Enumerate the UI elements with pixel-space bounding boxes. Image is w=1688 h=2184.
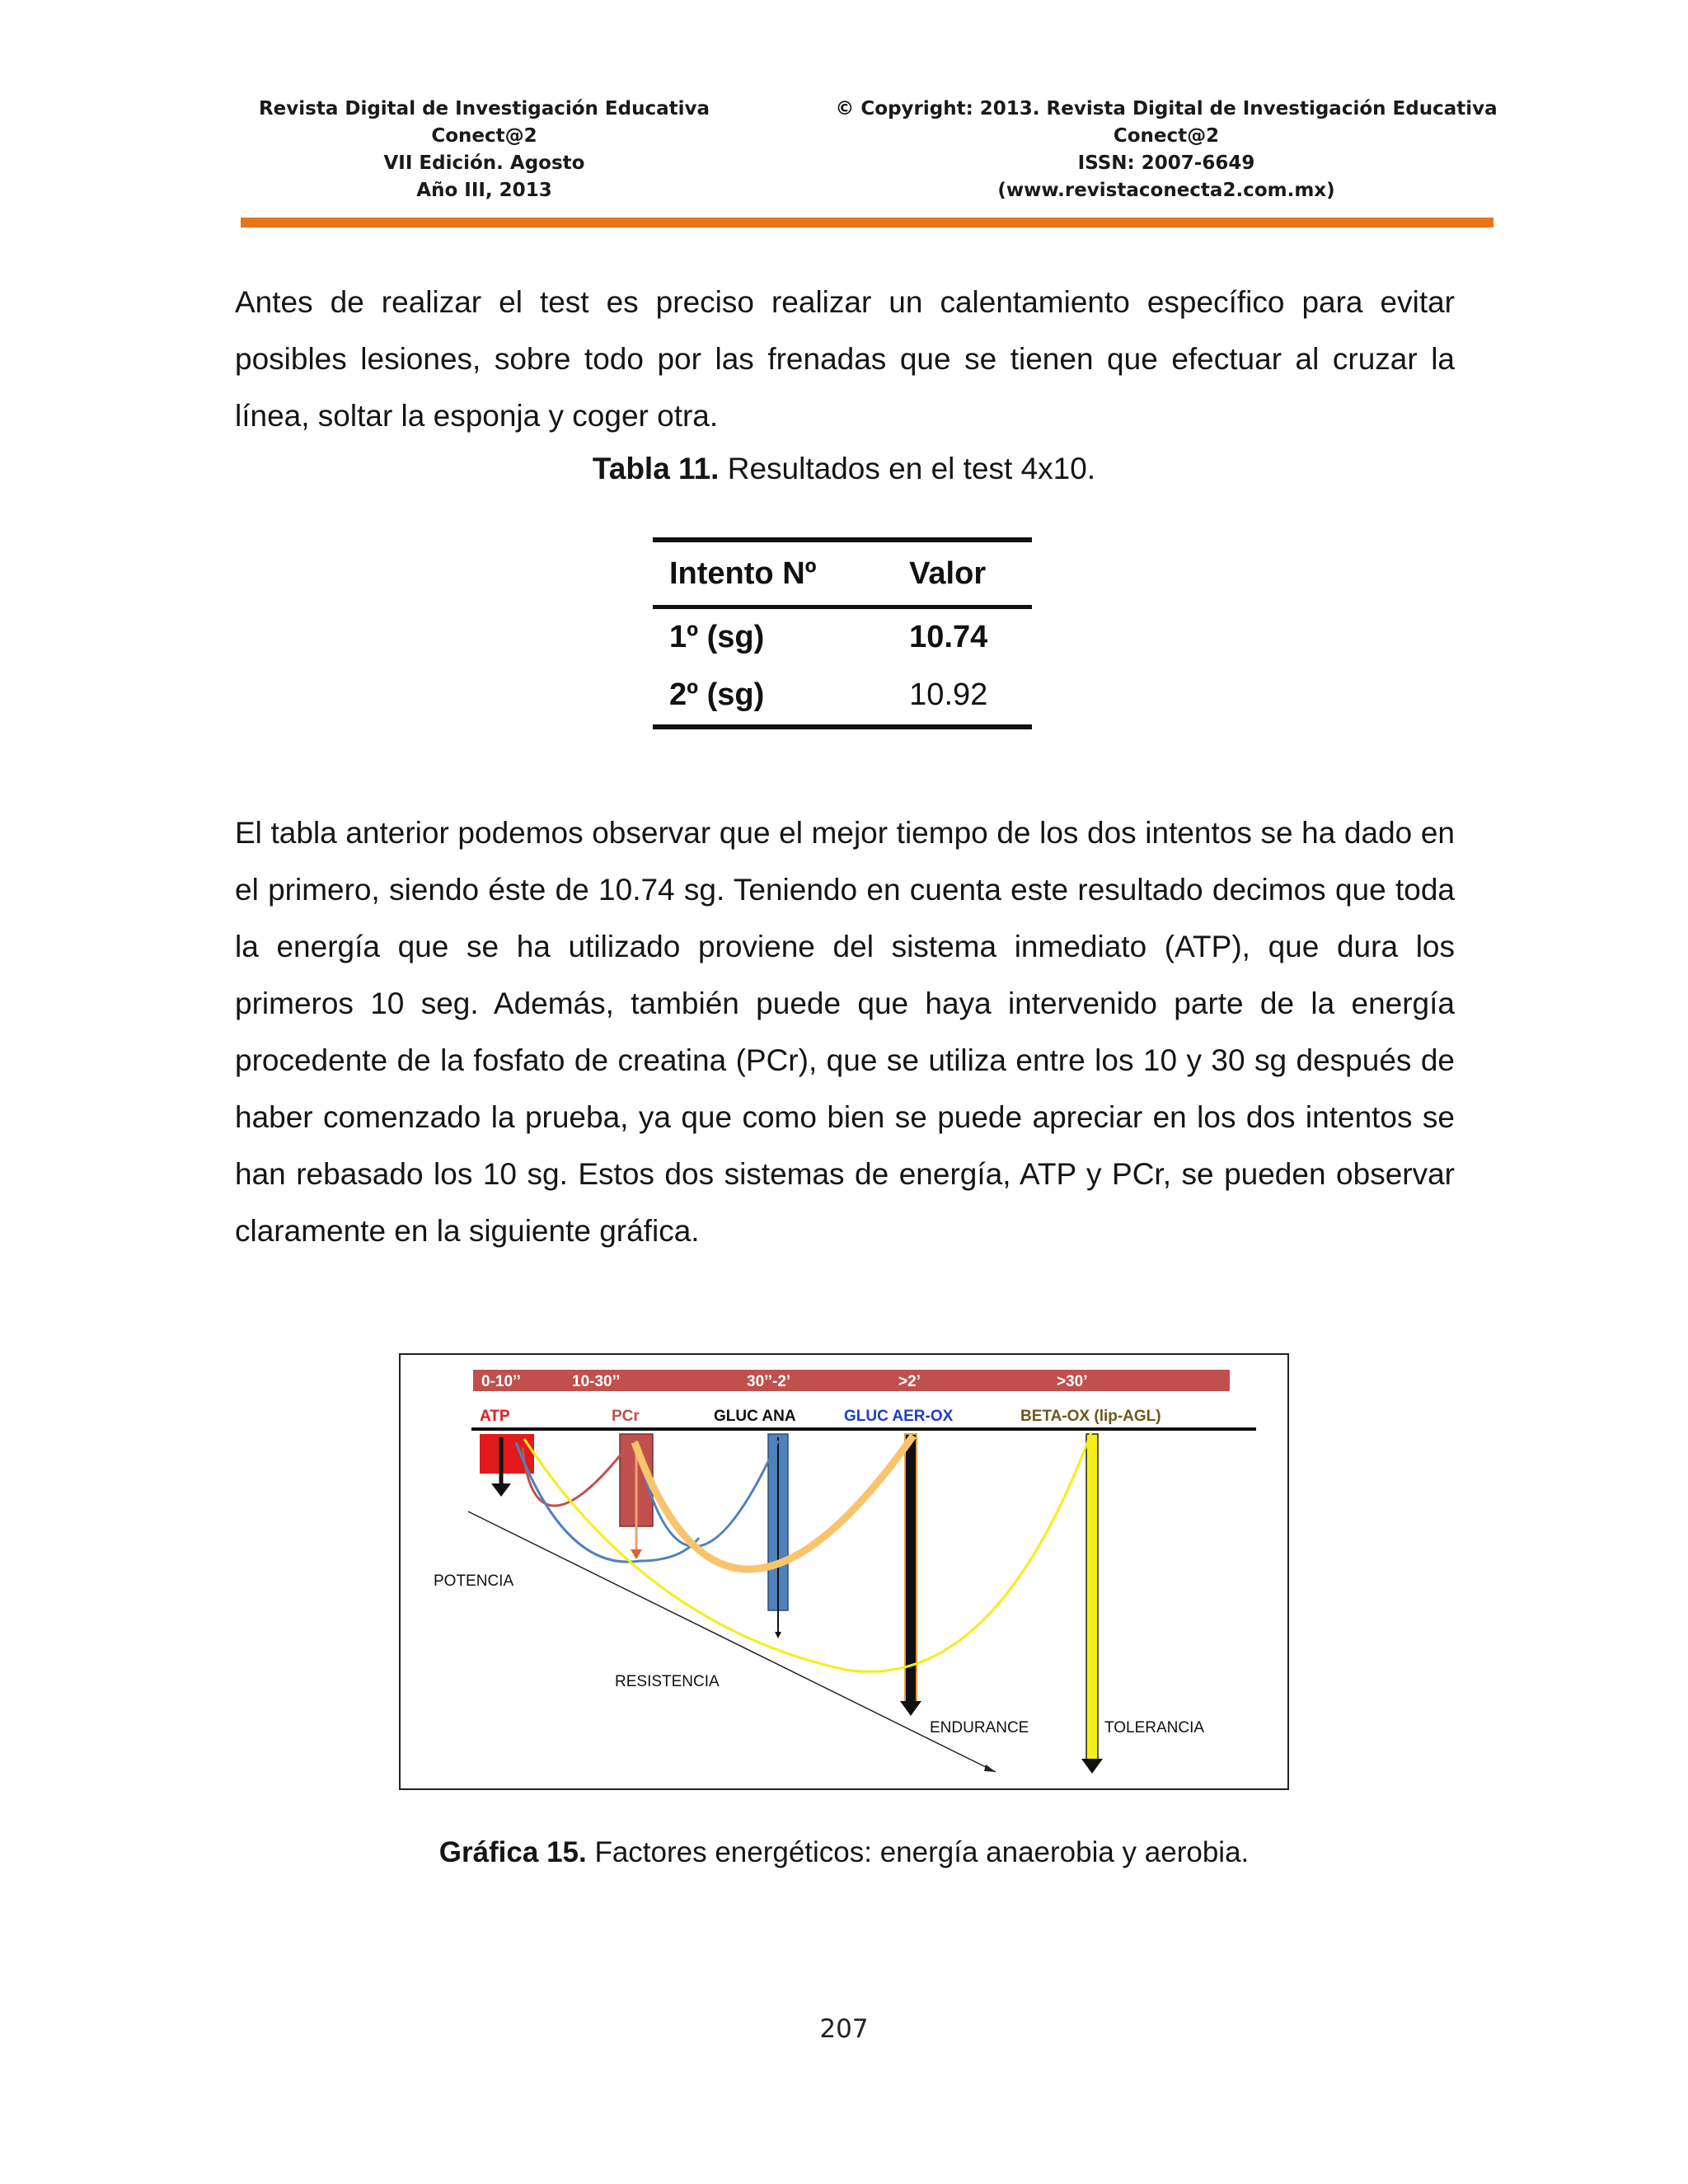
analysis-paragraph: El tabla anterior podemos observar que el mejor tiempo de los dos intentos se ha dado en el primero, siendo éste de 10.74 sg. Teniendo en cuenta este resultado decimos que toda la energía que se ha utilizado proviene del sistema inmediato (ATP), que dura los primeros 10 seg. Además, también puede que haya intervenido parte de la energía procedente de la fosfato de creatina (PCr), que se utiliza entre los 10 y 30 sg después de haber comenzado la prueba, ya que como bien se puede apreciar en los dos intentos se han rebasado los 10 sg. Estos dos sistemas de energía, ATP y PCr, se pueden observar claramente en la siguiente gráfica. (235, 816, 1455, 1248)
time-label: >30’ (1057, 1373, 1088, 1390)
header-left-line: Conect@2 (431, 125, 537, 147)
figure-caption-text: Factores energéticos: energía anaerobia y aerobia. (586, 1836, 1250, 1868)
value-cell: 10.92 (909, 677, 988, 712)
table-caption (0, 452, 1688, 486)
header-left-line: VII Edición. Agosto (383, 152, 585, 174)
column-header-value: Valor (909, 555, 987, 591)
label-endurance: ENDURANCE (930, 1719, 1029, 1736)
header-left-line: Revista Digital de Investigación Educativa (258, 98, 710, 120)
journal-header-right (824, 96, 1508, 204)
intro-paragraph: Antes de realizar el test es preciso realizar un calentamiento específico para evitar posibles lesiones, sobre todo por las frenadas que se tienen que efectuar al cruzar la línea, soltar la esponja y coger otra. (235, 285, 1455, 433)
attempt-cell: 1º (sg) (669, 619, 765, 654)
label-tolerancia: TOLERANCIA (1104, 1719, 1205, 1736)
label-potencia: POTENCIA (434, 1572, 514, 1590)
time-label: 0-10’’ (481, 1373, 521, 1390)
energy-systems-diagram (401, 1355, 1287, 1788)
value-cell: 10.74 (909, 619, 988, 654)
table-row (653, 665, 1032, 727)
table-row (653, 607, 1032, 666)
pcr-arrowhead (631, 1549, 642, 1559)
system-label-beta-ox: BETA-OX (lip-AGL) (1020, 1408, 1161, 1425)
beta-ox-bar (1086, 1434, 1098, 1762)
atp-pcr-curve (523, 1447, 621, 1506)
capacity-axis-arrowhead (984, 1765, 996, 1772)
header-rule (241, 218, 1493, 227)
time-label: 30’’-2’ (747, 1373, 791, 1390)
system-label-atp: ATP (480, 1408, 510, 1425)
beta-ox-arrowhead (1081, 1759, 1103, 1774)
system-label-gluc-aer-ox: GLUC AER-OX (844, 1408, 954, 1425)
page-number: 207 (819, 2014, 869, 2044)
header-left-line: Año III, 2013 (416, 180, 552, 201)
header-right-line: (www.revistaconecta2.com.mx) (997, 180, 1335, 201)
gluc-ana-arrowhead (775, 1632, 781, 1638)
energy-systems-figure (399, 1353, 1289, 1790)
figure-caption (0, 1836, 1688, 1869)
system-label-gluc-ana: GLUC ANA (714, 1408, 796, 1425)
header-right-line: © Copyright: 2013. Revista Digital de Investigación Educativa (835, 98, 1498, 120)
table-caption-text: Resultados en el test 4x10. (719, 452, 1096, 485)
header-right-line: ISSN: 2007-6649 (1077, 152, 1255, 174)
results-table (653, 537, 1032, 729)
column-header-attempt: Intento Nº (669, 555, 817, 591)
atp-arrowhead (491, 1483, 511, 1497)
journal-header-left (239, 96, 729, 204)
figure-caption-label: Gráfica 15. (438, 1836, 587, 1868)
gluc-aer-ox-bar (905, 1434, 917, 1703)
time-label: 10-30’’ (572, 1373, 621, 1390)
gluc-aer-ox-arrowhead (900, 1701, 921, 1716)
table-caption-label: Tabla 11. (592, 452, 720, 485)
attempt-cell: 2º (sg) (669, 677, 765, 712)
time-label: >2’ (898, 1373, 921, 1390)
table-header-row (653, 540, 1032, 607)
system-label-pcr: PCr (612, 1408, 640, 1425)
label-resistencia: RESISTENCIA (615, 1673, 720, 1690)
header-right-line: Conect@2 (1113, 125, 1220, 147)
